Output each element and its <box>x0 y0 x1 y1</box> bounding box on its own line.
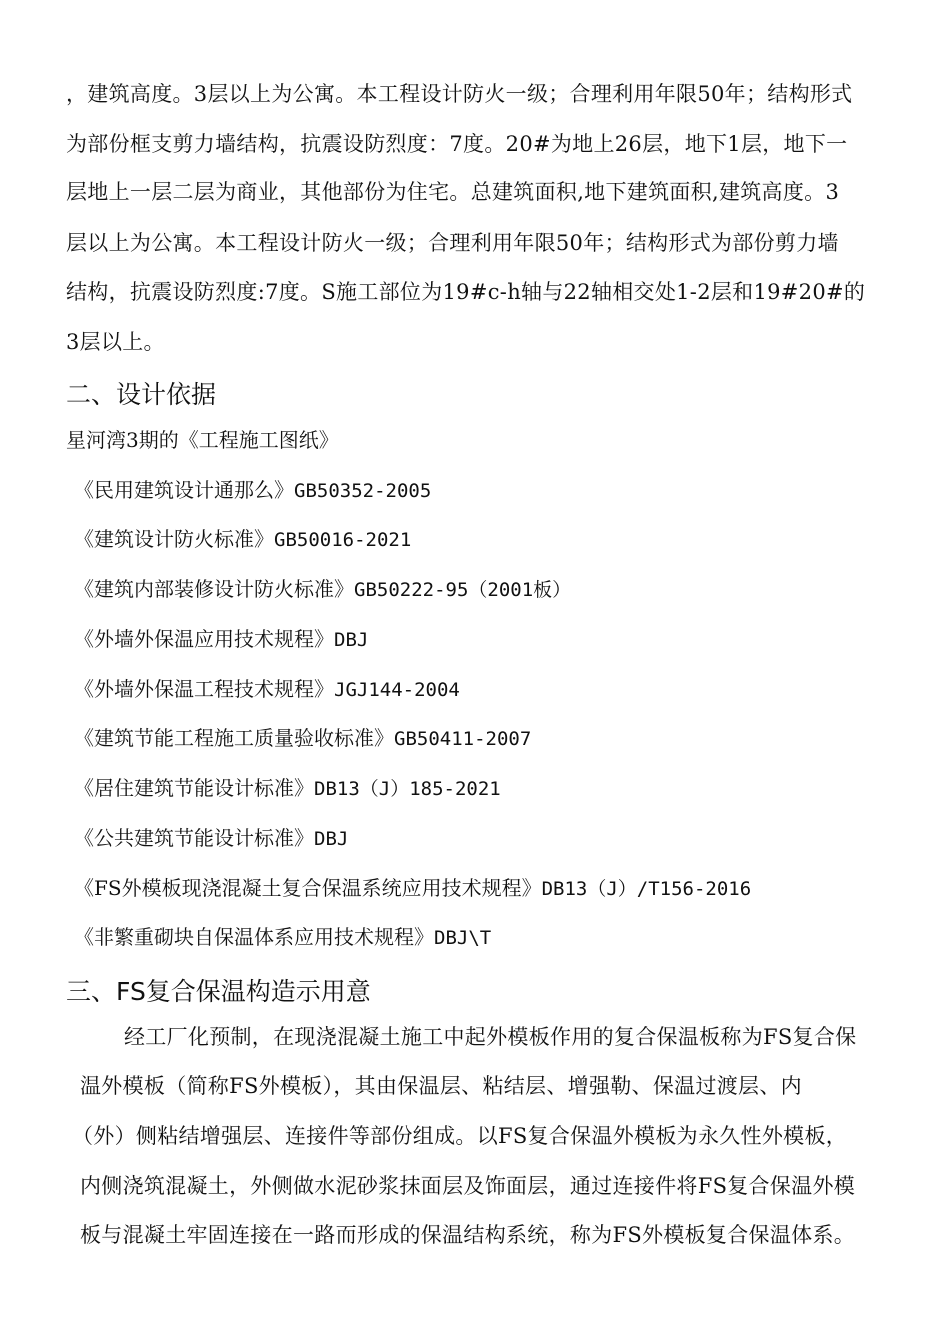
reference-code: GB50222-95（2001板） <box>354 579 572 601</box>
body-line-2: 温外模板（简称FS外模板），其由保温层、粘结层、增强勒、保温过渡层、内 <box>80 1074 802 1098</box>
intro-line-4: 层以上为公寓。本工程设计防火一级；合理利用年限50年；结构形式为部份剪力墙 <box>66 231 839 255</box>
reference-title: 《建筑内部装修设计防火标准》 <box>74 577 354 601</box>
intro-line-6: 3层以上。 <box>66 330 165 354</box>
reference-item <box>74 625 368 654</box>
reference-code: GB50352-2005 <box>294 480 432 502</box>
reference-item <box>74 774 501 803</box>
body-line-3: （外）侧粘结增强层、连接件等部份组成。以FS复合保温外模板为永久性外模板， <box>72 1124 848 1148</box>
reference-title: 《FS外模板现浇混凝土复合保温系统应用技术规程》 <box>74 876 542 900</box>
reference-code: JGJ144-2004 <box>334 679 460 701</box>
intro-line-3: 层地上一层二层为商业，其他部份为住宅。总建筑面积,地下建筑面积,建筑高度。3 <box>66 180 840 204</box>
reference-code: DB13（J）185-2021 <box>314 778 501 800</box>
reference-code: DB13（J）/T156-2016 <box>541 878 752 900</box>
reference-title: 《建筑设计防火标准》 <box>74 527 274 551</box>
reference-title: 《公共建筑节能设计标准》 <box>74 826 314 850</box>
reference-code: GB50411-2007 <box>394 728 532 750</box>
reference-code: GB50016-2021 <box>274 529 412 551</box>
reference-title: 《外墙外保温应用技术规程》 <box>74 627 334 651</box>
reference-title: 《居住建筑节能设计标准》 <box>74 776 314 800</box>
reference-construction-drawings: 星河湾3期的《工程施工图纸》 <box>66 428 339 452</box>
reference-item <box>74 575 571 604</box>
reference-item <box>74 824 348 853</box>
reference-title: 《外墙外保温工程技术规程》 <box>74 677 334 701</box>
reference-code: DBJ <box>314 828 349 850</box>
section-heading-design-basis: 二、设计依据 <box>66 380 217 409</box>
reference-item <box>74 525 411 554</box>
reference-item <box>74 675 460 704</box>
reference-item <box>74 724 531 753</box>
body-line-1: 经工厂化预制，在现浇混凝土施工中起外模板作用的复合保温板称为FS复合保 <box>124 1025 857 1049</box>
intro-line-1: ，建筑高度。3层以上为公寓。本工程设计防火一级；合理利用年限50年；结构形式 <box>66 82 853 106</box>
body-line-4: 内侧浇筑混凝土，外侧做水泥砂浆抹面层及饰面层，通过连接件将FS复合保温外模 <box>80 1174 856 1198</box>
intro-line-5: 结构，抗震设防烈度:7度。S施工部位为19#c-h轴与22轴相交处1-2层和19#20#的 <box>66 280 866 304</box>
reference-item <box>74 923 491 952</box>
reference-code: DBJ <box>334 629 369 651</box>
section-heading-fs-composite-insulation: 三、FS复合保温构造示用意 <box>66 977 371 1006</box>
reference-title: 《非繁重砌块自保温体系应用技术规程》 <box>74 925 434 949</box>
reference-item <box>74 874 751 903</box>
body-line-5: 板与混凝土牢固连接在一路而形成的保温结构系统，称为FS外模板复合保温体系。 <box>80 1223 856 1247</box>
reference-code: DBJ\T <box>434 927 492 949</box>
intro-line-2: 为部份框支剪力墙结构，抗震设防烈度：7度。20#为地上26层，地下1层，地下一 <box>66 132 848 156</box>
reference-title: 《建筑节能工程施工质量验收标准》 <box>74 726 394 750</box>
reference-item <box>74 476 431 505</box>
reference-title: 《民用建筑设计通那么》 <box>74 478 294 502</box>
